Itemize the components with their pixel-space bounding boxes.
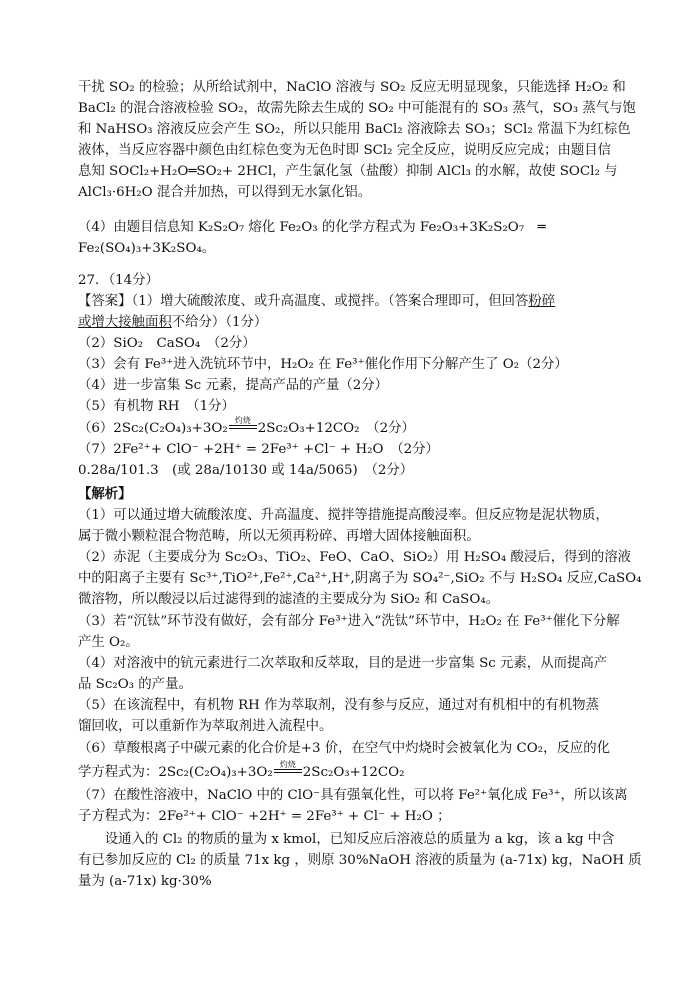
analysis-line: （5）在该流程中，有机物 RH 作为萃取剂，没有参与反应，通过对有机相中的有机物蒸 bbox=[78, 698, 599, 713]
analysis-line bbox=[78, 760, 675, 781]
text-line: （4）由题目信息知 K₂S₂O₇ 熔化 Fe₂O₃ 的化学方程式为 Fe₂O₃+3K₂S₂O₇ ═ bbox=[78, 220, 546, 235]
reaction-condition: 灼烧 bbox=[279, 760, 296, 769]
analysis-line: 子方程式为：2Fe²⁺+ ClO⁻ +2H⁺ = 2Fe³⁺ + Cl⁻ + H₂O ； bbox=[78, 809, 451, 824]
analysis-line: （7）在酸性溶液中，NaClO 中的 ClO⁻具有强氧化性，可以将 Fe²⁺氧化成 Fe³⁺，所以该离 bbox=[78, 788, 628, 803]
reaction-arrow bbox=[229, 416, 257, 431]
underlined-text: 或 bbox=[78, 315, 92, 330]
analysis-line: （1）可以通过增大硫酸浓度、升高温度、搅拌等措施提高酸浸率。但反应物是泥状物质， bbox=[78, 508, 609, 523]
analysis-line: 属于微小颗粒混合物范畴，所以无须再粉碎、再增大固体接触面积。 bbox=[78, 529, 480, 544]
analysis-line: （6）草酸根离子中碳元素的化合价是+3 价，在空气中灼烧时会被氧化为 CO₂，反应的化 bbox=[78, 741, 611, 756]
reaction-arrow bbox=[274, 760, 302, 775]
equation-left: 学方程式为：2Sc₂(C₂O₄)₃+3O₂ bbox=[78, 765, 273, 780]
answer-line: （7）2Fe²⁺+ ClO⁻ +2H⁺ = 2Fe³⁺ +Cl⁻ + H₂O （2分） bbox=[78, 442, 439, 457]
answer-line: （2）SiO₂ CaSO₄ （2分） bbox=[78, 336, 256, 351]
analysis-line: 量为 (a-71x) kg·30% bbox=[78, 874, 212, 889]
answer-line: （4）进一步富集 Sc 元素，提高产品的产量（2分） bbox=[78, 378, 389, 393]
equation-right: 2Sc₂O₃+12CO₂ bbox=[302, 765, 405, 780]
analysis-line: 中的阳离子主要有 Sc³⁺,TiO²⁺,Fe²⁺,Ca²⁺,H⁺,阴离子为 SO₄²⁻,SiO₂ 不与 H₂SO₄ 反应,CaSO₄ bbox=[78, 571, 642, 586]
analysis-heading: 【解析】 bbox=[78, 486, 132, 502]
text-line: 干扰 SO₂ 的检验；从所给试剂中，NaClO 溶液与 SO₂ 反应无明显现象，只能选择 H₂O₂ 和 bbox=[78, 80, 626, 95]
underlined-text: 增大接触面积 bbox=[91, 315, 172, 330]
text-line: 液体，当反应容器中颜色由红棕色变为无色时即 SCl₂ 完全反应，说明反应完成；由题目信 bbox=[78, 143, 612, 158]
answer-line bbox=[78, 315, 675, 331]
analysis-line: 有已参加反应的 Cl₂ 的质量 71x kg ，则原 30%NaOH 溶液的质量为 (a-71x) kg，NaOH 质 bbox=[78, 853, 642, 868]
text-line: BaCl₂ 的混合溶液检验 SO₂，故需先除去生成的 SO₂ 中可能混有的 SO₃ 蒸气，SO₃ 蒸气与饱 bbox=[78, 101, 636, 116]
analysis-line: 馏回收，可以重新作为萃取剂进入流程中。 bbox=[78, 719, 333, 734]
answer-line: 0.28a/101.3 (或 28a/10130 或 14a/5065) （2分） bbox=[78, 463, 414, 478]
analysis-line: 品 Sc₂O₃ 的产量。 bbox=[78, 677, 192, 692]
answer-line bbox=[78, 294, 675, 310]
analysis-line: （2）赤泥（主要成分为 Sc₂O₃、TiO₂、FeO、CaO、SiO₂）用 H₂SO₄ 酸浸后，得到的溶液 bbox=[78, 550, 632, 565]
text-line: AlCl₃·6H₂O 混合并加热，可以得到无水氯化铝。 bbox=[78, 185, 372, 200]
text-line: Fe₂(SO₄)₃+3K₂SO₄。 bbox=[78, 241, 216, 256]
analysis-line: 产生 O₂。 bbox=[78, 635, 139, 650]
analysis-line: （3）若“沉钛”环节没有做好，会有部分 Fe³⁺进入“洗钛”环节中，H₂O₂ 在 Fe³⁺催化下分解 bbox=[78, 614, 620, 629]
answer-line: （3）会有 Fe³⁺进入洗钪环节中，H₂O₂ 在 Fe³⁺催化作用下分解产生了 O₂（2分） bbox=[78, 357, 568, 372]
text-line: 息知 SOCl₂+H₂O═SO₂+ 2HCl，产生氯化氢（盐酸）抑制 AlCl₃ 的水解，故使 SOCl₂ 与 bbox=[78, 164, 618, 179]
reaction-condition: 灼烧 bbox=[234, 416, 251, 425]
answer-line: （5）有机物 RH （1分） bbox=[78, 399, 235, 414]
analysis-line: 设通入的 Cl₂ 的物质的量为 x kmol，已知反应后溶液总的质量为 a kg，该 a kg 中含 bbox=[78, 832, 615, 847]
equation-right: 2Sc₂O₃+12CO₂ （2分） bbox=[257, 421, 415, 436]
answer-line bbox=[78, 416, 675, 437]
analysis-line: 微溶物，所以酸浸以后过滤得到的滤渣的主要成分为 SiO₂ 和 CaSO₄。 bbox=[78, 592, 500, 607]
analysis-line: （4）对溶液中的钪元素进行二次萃取和反萃取，目的是进一步富集 Sc 元素，从而提高产 bbox=[78, 656, 608, 671]
answer-text: 不给分）（1分） bbox=[171, 315, 268, 330]
equation-left: （6）2Sc₂(C₂O₄)₃+3O₂ bbox=[78, 421, 228, 436]
underlined-text: 粉碎 bbox=[528, 294, 556, 309]
text-line: 和 NaHSO₃ 溶液反应会产生 SO₂，所以只能用 BaCl₂ 溶液除去 SO₃；SCl₂ 常温下为红棕色 bbox=[78, 122, 631, 137]
answer-text: 【答案】（1）增大硫酸浓度、或升高温度、或搅拌。（答案合理即可，但回答 bbox=[78, 294, 529, 309]
question-number: 27．（14分） bbox=[78, 273, 159, 288]
